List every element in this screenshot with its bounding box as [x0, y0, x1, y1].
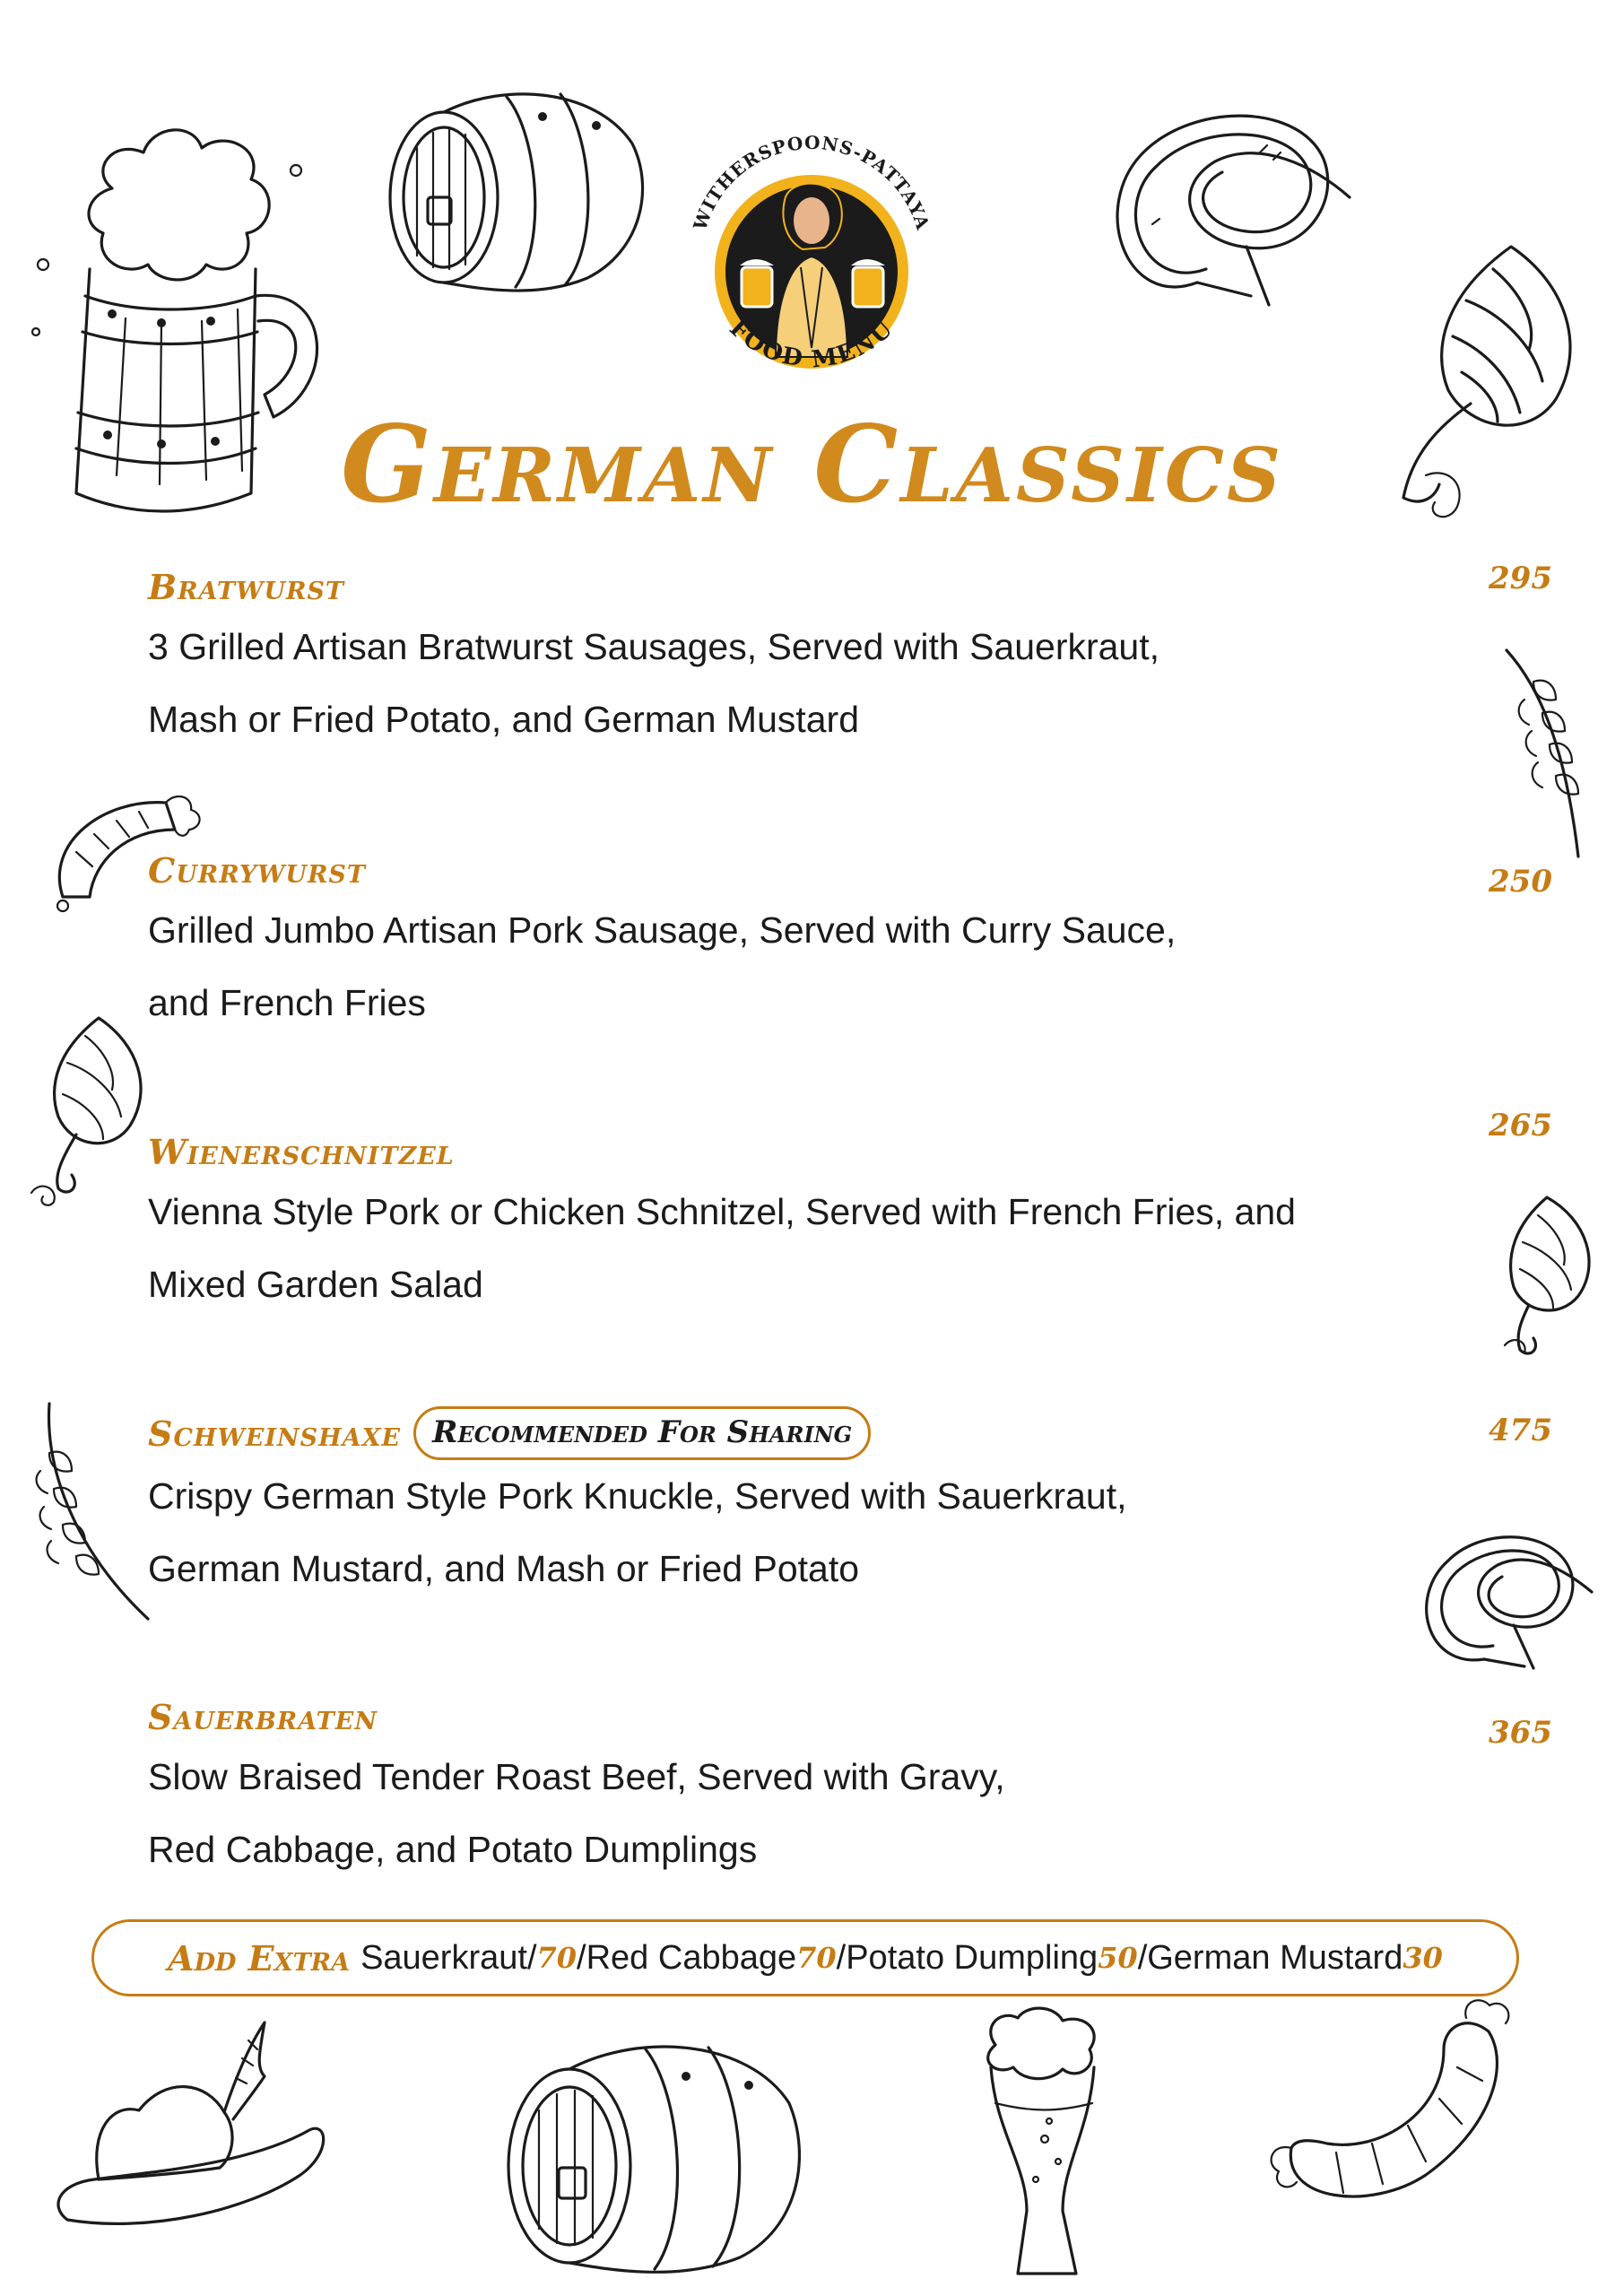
item-description [148, 894, 1565, 1039]
item-description-line: Crispy German Style Pork Knuckle, Served with Sauerkraut, [148, 1475, 1127, 1517]
add-extra-label: Add Extra [168, 1937, 351, 1979]
add-extra-bar [91, 1919, 1519, 1996]
item-description-line: German Mustard, and Mash or Fried Potato [148, 1548, 860, 1589]
item-description-line: Vienna Style Pork or Chicken Schnitzel, Served with French Fries, and [148, 1191, 1296, 1232]
item-price: 265 [1489, 1108, 1552, 1144]
restaurant-logo [677, 115, 946, 402]
alpine-hat-icon [40, 2005, 336, 2238]
extra-item: /Potato Dumpling [836, 1938, 1099, 1977]
menu-item-sauerbraten [148, 1697, 1565, 1886]
item-description-line: Mixed Garden Salad [148, 1264, 483, 1305]
item-description [148, 1741, 1565, 1886]
beer-glass-icon [960, 2005, 1112, 2287]
item-price: 475 [1489, 1413, 1552, 1448]
item-price: 250 [1489, 864, 1552, 900]
item-name: Currywurst [148, 850, 367, 891]
item-description-line: Mash or Fried Potato, and German Mustard [148, 699, 860, 740]
recommended-badge: Recommended For Sharing [413, 1406, 871, 1460]
item-name: Wienerschnitzel [148, 1132, 455, 1172]
page-title: German Classics [341, 402, 1283, 526]
item-price: 295 [1489, 561, 1552, 596]
extra-item: Sauerkraut/ [360, 1938, 537, 1977]
menu-item-currywurst [148, 850, 1565, 1039]
extra-price: 70 [536, 1941, 578, 1975]
item-description-line: Slow Braised Tender Roast Beef, Served with Gravy, [148, 1756, 1005, 1797]
menu-item-wienerschnitzel [148, 1132, 1565, 1321]
item-name: Sauerbraten [148, 1697, 378, 1737]
hop-cone-icon [22, 1013, 157, 1206]
extra-price: 30 [1403, 1941, 1443, 1975]
menu-item-bratwurst [148, 567, 1565, 756]
item-description [148, 611, 1565, 756]
extra-price: 70 [796, 1941, 837, 1975]
item-description-line: Grilled Jumbo Artisan Pork Sausage, Served with Curry Sauce, [148, 909, 1177, 951]
logo-top-text: WITHERSPOONS-PATTAYA [689, 131, 934, 233]
menu-item-schweinshaxe [148, 1406, 1565, 1605]
item-price: 365 [1489, 1715, 1552, 1751]
extra-item: /German Mustard [1137, 1938, 1403, 1977]
item-description [148, 1460, 1565, 1605]
extra-item: /Red Cabbage [577, 1938, 797, 1977]
item-description-line: 3 Grilled Artisan Bratwurst Sausages, Served with Sauerkraut, [148, 626, 1160, 667]
item-name: Schweinshaxe [148, 1413, 402, 1454]
sausage-icon [1255, 1996, 1524, 2220]
item-description-line: and French Fries [148, 982, 426, 1023]
extra-price: 50 [1098, 1941, 1138, 1975]
item-description-line: Red Cabbage, and Potato Dumplings [148, 1829, 758, 1870]
item-description [148, 1176, 1565, 1321]
wooden-barrel-icon [372, 63, 650, 296]
wheat-icon [31, 1399, 157, 1623]
logo-bottom-text: FOOD MENU [724, 314, 899, 374]
pretzel-icon [1090, 90, 1376, 323]
wooden-barrel-icon [498, 2013, 812, 2283]
item-name: Bratwurst [148, 567, 345, 607]
